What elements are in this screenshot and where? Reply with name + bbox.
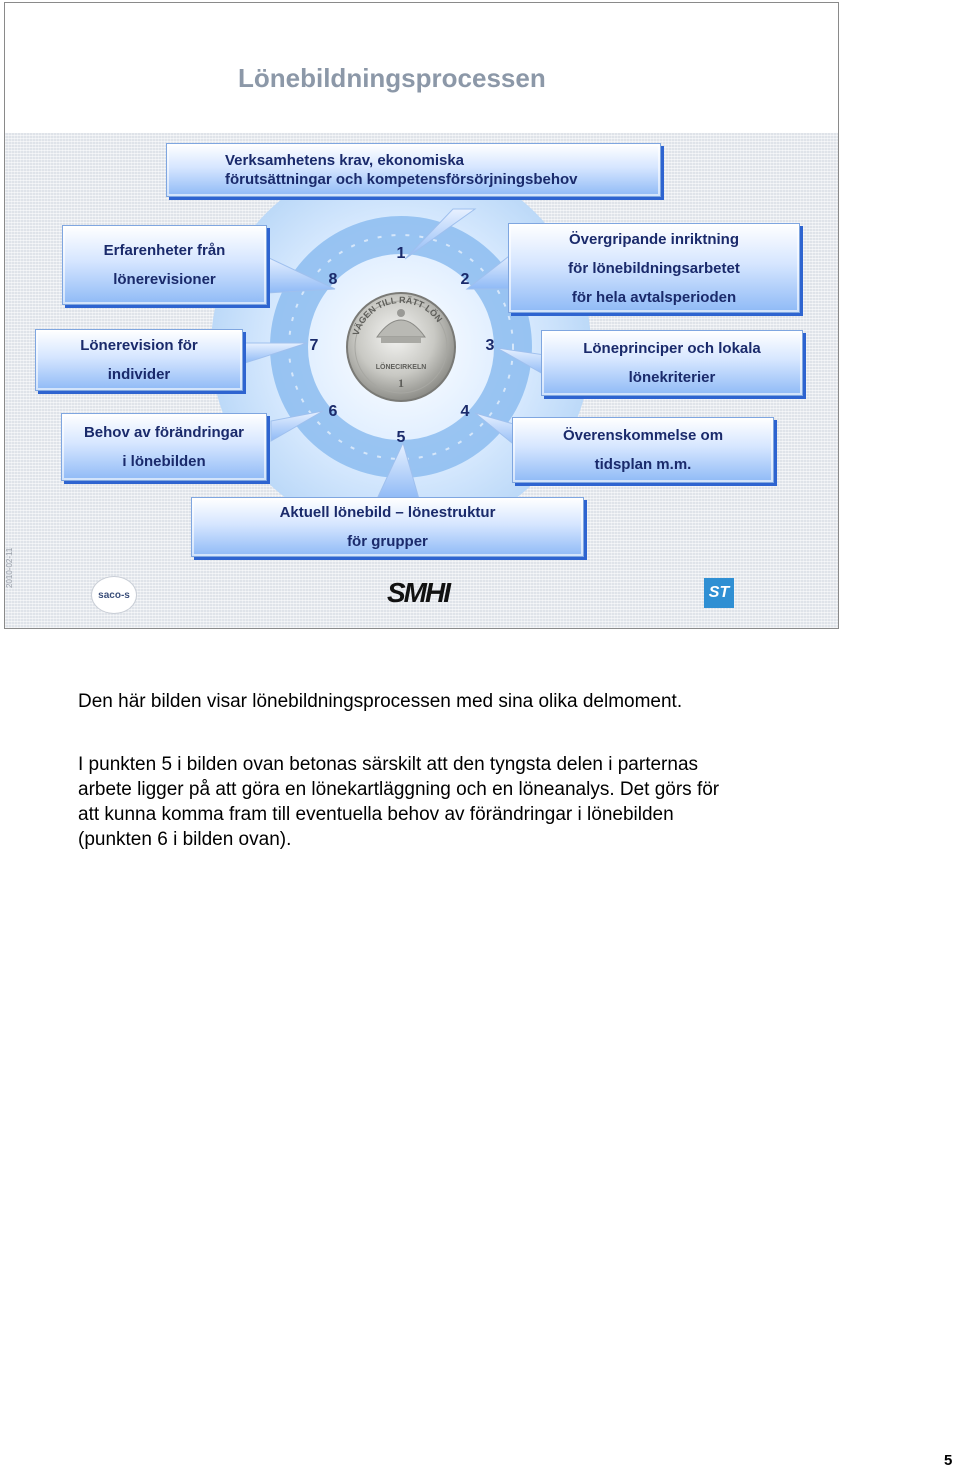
box-aktuell-lonebild [191, 497, 584, 557]
box-overenskommelse [512, 417, 774, 483]
coin-image [347, 293, 455, 401]
box-line: Aktuell lönebild – lönestruktur [279, 504, 496, 521]
box-line: lönekriterier [628, 369, 716, 386]
paragraph-punkt-5 [78, 752, 798, 852]
step-number-4: 4 [460, 403, 470, 420]
page-number: 5 [944, 1452, 953, 1469]
box-line: tidsplan m.m. [594, 456, 692, 473]
paragraph-line: (punkten 6 i bilden ovan). [78, 829, 292, 850]
step-number-7: 7 [309, 337, 319, 354]
box-line: förutsättningar och kompetensförsörjningsbehov [225, 171, 578, 188]
box-line: för grupper [347, 533, 428, 550]
step-number-5: 5 [396, 429, 406, 446]
paragraph-line: arbete ligger på att göra en lönekartläggning och en löneanalys. Det görs för [78, 779, 720, 800]
box-line: Överenskommelse om [562, 427, 724, 444]
box-behov [61, 413, 267, 481]
step-number-1: 1 [396, 245, 406, 262]
box-line: Verksamhetens krav, ekonomiska [225, 152, 465, 169]
box-loneprinciper [541, 330, 803, 396]
coin-ring-text: VÄGEN TILL RÄTT LÖN [350, 294, 445, 337]
box-line: Löneprinciper och lokala [583, 340, 761, 357]
paragraph-intro: Den här bilden visar lönebildningsprocessen med sina olika delmoment. [78, 691, 683, 712]
step-number-8: 8 [328, 271, 338, 288]
step-number-6: 6 [328, 403, 338, 420]
saco-s-logo [91, 576, 137, 614]
box-line: Övergripande inriktning [568, 230, 740, 248]
slide [4, 2, 839, 629]
saco-s-logo-text: saco-s [98, 589, 130, 601]
box-line: Lönerevision för [80, 337, 198, 354]
slide-title: Lönebildningsprocessen [238, 63, 546, 93]
slide-date: 2010-02-11 [5, 547, 14, 588]
box-line: för hela avtalsperioden [571, 288, 737, 306]
box-verksamhetens-krav [166, 143, 661, 197]
box-erfarenheter [62, 225, 267, 305]
step-number-2: 2 [460, 271, 470, 288]
box-lonerevision [35, 329, 243, 391]
st-logo: ST [704, 578, 734, 608]
paragraph-line: att kunna komma fram till eventuella behov av förändringar i lönebilden [78, 804, 674, 825]
box-overgripande [508, 223, 800, 313]
paragraph-line: I punkten 5 i bilden ovan betonas särskilt att den tyngsta delen i parternas [78, 754, 699, 775]
box-line: Erfarenheter från [103, 242, 226, 259]
box-line: i lönebilden [122, 453, 206, 470]
step-number-3: 3 [485, 337, 495, 354]
box-line: för lönebildningsarbetet [568, 259, 740, 277]
coin-value: 1 [398, 376, 404, 390]
coin-inner-text: LÖNECIRKELN [375, 364, 427, 371]
box-line: lönerevisioner [113, 271, 216, 288]
box-line: individer [107, 366, 171, 383]
box-line: Behov av förändringar [83, 424, 245, 441]
smhi-logo: SMHI [387, 577, 449, 608]
